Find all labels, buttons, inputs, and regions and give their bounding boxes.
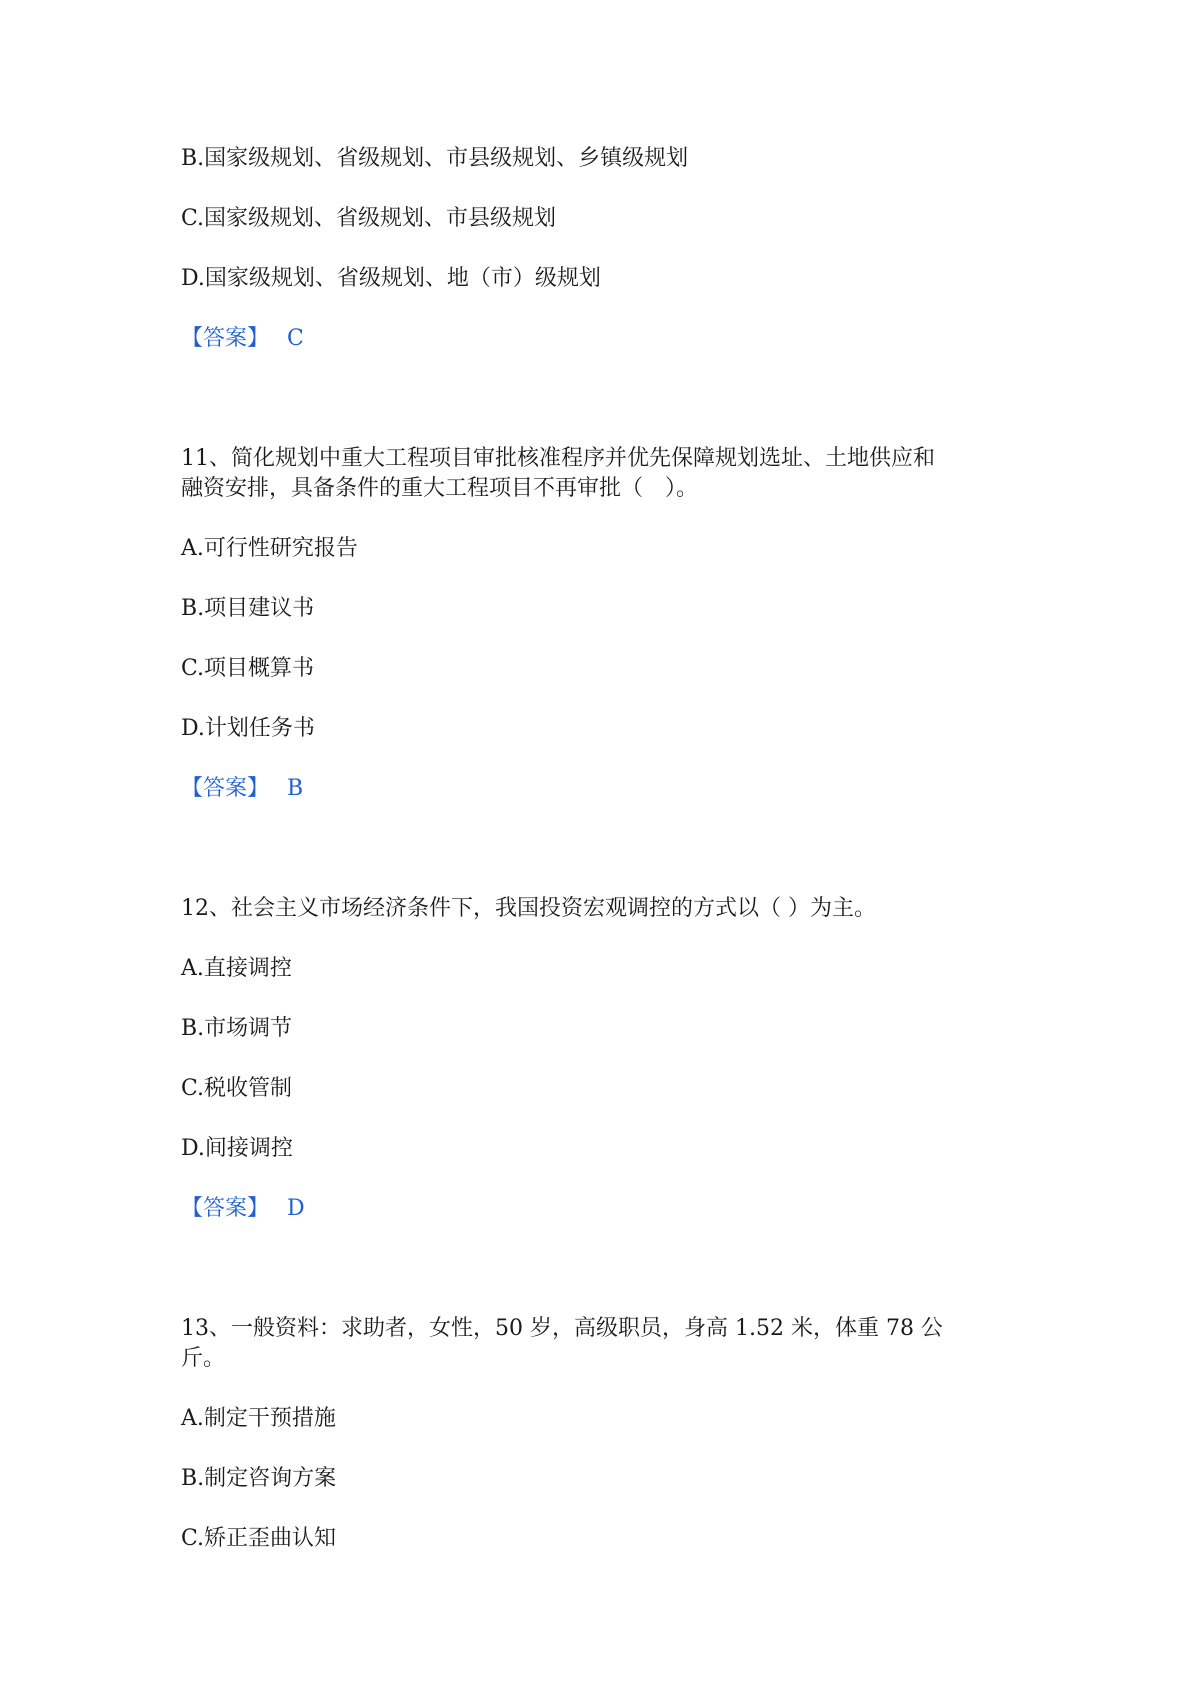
q11-answer-label: 【答案】 xyxy=(181,776,270,801)
q10-option-b: B.国家级规划、省级规划、市县级规划、乡镇级规划 xyxy=(181,146,689,171)
q11-answer xyxy=(181,774,1011,804)
q10-answer-value: C xyxy=(287,326,304,351)
q10-option-c: C.国家级规划、省级规划、市县级规划 xyxy=(181,206,557,231)
q12-answer-value: D xyxy=(287,1196,305,1221)
q11-option-a: A.可行性研究报告 xyxy=(181,536,358,561)
q13-option-c: C.矫正歪曲认知 xyxy=(181,1526,337,1551)
q12-answer xyxy=(181,1194,1011,1224)
q12-answer-label: 【答案】 xyxy=(181,1196,270,1221)
q11-option-c: C.项目概算书 xyxy=(181,656,315,681)
q10-answer xyxy=(181,324,1011,354)
q12-option-c: C.税收管制 xyxy=(181,1076,293,1101)
q12-option-a: A.直接调控 xyxy=(181,956,292,981)
q11-question-line-2: 融资安排，具备条件的重大工程项目不再审批（ ）。 xyxy=(181,476,699,501)
q11-option-b: B.项目建议书 xyxy=(181,596,315,621)
q13-question-line-1: 13、一般资料：求助者，女性，50 岁，高级职员，身高 1.52 米，体重 78 公 xyxy=(181,1316,943,1341)
q13-option-a: A.制定干预措施 xyxy=(181,1406,336,1431)
q12-question-line-1: 12、社会主义市场经济条件下，我国投资宏观调控的方式以（ ）为主。 xyxy=(181,896,876,921)
q10-option-d: D.国家级规划、省级规划、地（市）级规划 xyxy=(181,266,601,291)
q11-option-d: D.计划任务书 xyxy=(181,716,315,741)
q11-answer-value: B xyxy=(287,776,304,801)
q12-option-d: D.间接调控 xyxy=(181,1136,293,1161)
q10-answer-label: 【答案】 xyxy=(181,326,270,351)
q13-question-line-2: 斤。 xyxy=(181,1346,226,1371)
q12-option-b: B.市场调节 xyxy=(181,1016,293,1041)
q11-question-line-1: 11、简化规划中重大工程项目审批核准程序并优先保障规划选址、土地供应和 xyxy=(181,446,935,471)
q13-option-b: B.制定咨询方案 xyxy=(181,1466,337,1491)
